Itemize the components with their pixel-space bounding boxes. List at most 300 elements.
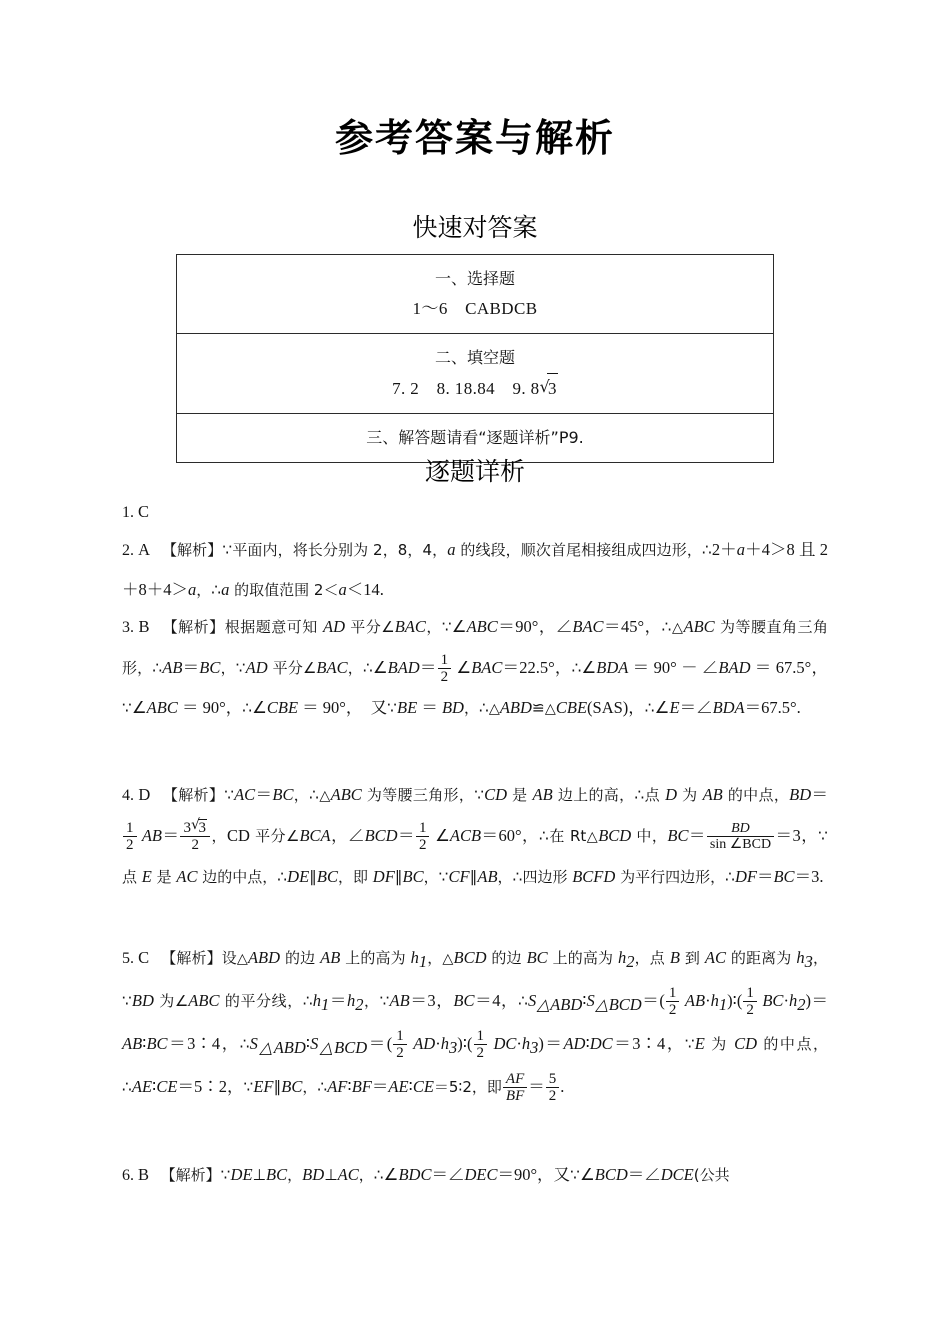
math-var: E <box>141 867 152 886</box>
math-var: E <box>669 698 680 717</box>
math-var: CBE <box>266 698 299 717</box>
solution-text: ＜14. <box>346 580 384 599</box>
solution-text: ∠ <box>372 658 388 677</box>
math-var: AB <box>122 1034 143 1054</box>
math-var: h <box>710 991 719 1011</box>
solution-text: ＝67.5°. <box>744 698 801 717</box>
math-var: AD <box>245 658 268 677</box>
solution-text: 平面内，将长分别为 2，8，4， <box>232 541 448 559</box>
solution-text: ， <box>220 659 236 677</box>
math-var: a <box>338 580 347 599</box>
fraction-one-half <box>743 985 757 1018</box>
solution-text: ， <box>293 786 310 804</box>
solution-text: ， <box>463 699 479 717</box>
math-var: D <box>665 785 678 804</box>
solution-text: ＝ <box>419 658 437 677</box>
triangle-icon: △ <box>236 951 248 967</box>
math-var: ABD <box>247 948 281 967</box>
solution-text: ＝90°，∠ <box>497 617 573 636</box>
math-var: BAD <box>718 658 751 677</box>
solution-text: 是 <box>151 868 177 886</box>
solution-text: ，即 <box>338 868 373 886</box>
math-var: a <box>447 540 456 559</box>
solution-text: ，∠ <box>330 826 365 845</box>
solution-text: 点 <box>122 868 142 886</box>
therefore-symbol: ∴ <box>211 581 222 599</box>
because-symbol: ∵ <box>122 699 132 717</box>
solution-number: 5. <box>122 950 139 967</box>
math-var: BCA <box>299 826 331 845</box>
solution-text: 平分∠ <box>344 618 395 636</box>
detailed-solutions-heading: 逐题详析 <box>424 457 525 486</box>
triangle-icon: △ <box>671 620 684 636</box>
solution-text: (SAS)， <box>587 698 645 717</box>
solution-text: 的边 <box>280 949 321 967</box>
denominator: 2 <box>438 668 452 685</box>
solution-text: ， <box>363 992 380 1011</box>
congruent-symbol: ≌ <box>531 699 545 717</box>
solution-text: ， <box>211 827 227 845</box>
solution-text: ， <box>497 868 513 886</box>
therefore-symbol: ∴ <box>309 786 319 804</box>
solution-text: · <box>435 1034 441 1054</box>
math-var: BCD <box>594 1165 628 1184</box>
solution-text: 边的中点， <box>197 868 278 886</box>
math-var: a <box>188 580 197 599</box>
solution-text: ， <box>302 1078 318 1097</box>
math-var: BC <box>773 867 795 886</box>
therefore-symbol: ∴ <box>701 541 712 559</box>
math-var: DE <box>287 867 310 886</box>
solution-text: ＝ <box>329 991 347 1011</box>
denominator: 2 <box>666 1001 680 1018</box>
math-var: BC <box>667 826 689 845</box>
solution-text: ， <box>427 949 443 967</box>
math-var: CE <box>156 1077 178 1097</box>
solution-text: ＝ <box>528 1077 545 1097</box>
triangle-icon: △ <box>586 829 599 845</box>
math-var: BD <box>789 785 812 804</box>
denominator: sin ∠BCD <box>707 836 774 852</box>
math-var: h <box>440 1034 449 1054</box>
solution-text: 到 <box>679 949 705 967</box>
math-var: a <box>736 540 746 559</box>
therefore-symbol: ∴ <box>512 868 523 886</box>
math-var: BE <box>397 698 418 717</box>
math-var: BC <box>762 991 784 1011</box>
solution-text: 2＋ <box>711 540 737 559</box>
triangle-icon: △ <box>488 701 500 717</box>
math-var: BAD <box>387 658 420 677</box>
because-symbol: ∵ <box>474 786 485 804</box>
radicand: 3 <box>547 373 558 404</box>
parallel-symbol: ∥ <box>309 868 317 886</box>
area-subscript: △ABD <box>536 995 583 1015</box>
solution-text: ， <box>358 1166 374 1184</box>
math-var: h <box>796 948 805 967</box>
math-var: ABC <box>683 617 715 636</box>
table-row <box>177 334 774 414</box>
denominator: 2 <box>743 1001 757 1018</box>
radicand: 3 <box>198 819 207 836</box>
solution-number: 6. <box>122 1167 138 1184</box>
therefore-symbol: ∴ <box>538 827 549 845</box>
solution-number: 4. <box>122 787 139 804</box>
solution-text: ＝∠ <box>627 1165 661 1184</box>
page-title: 参考答案与解析 <box>334 116 615 160</box>
therefore-symbol: ∴ <box>644 699 655 717</box>
solution-answer: A <box>138 540 151 559</box>
solution-text: ＝ <box>162 826 180 845</box>
solution-text: 为 <box>677 786 703 804</box>
solution-text: 根据题意可知 <box>224 618 323 636</box>
solution-text: ， <box>347 659 363 677</box>
parallel-symbol: ∥ <box>469 868 478 886</box>
area-symbol: S <box>310 1034 319 1054</box>
solution-text: ∠ <box>452 658 472 677</box>
fraction-three-root-three-over-two <box>180 819 210 853</box>
solution-text: ＝3∶4， <box>612 1034 685 1054</box>
solution-text: ＝4， <box>474 991 519 1011</box>
solution-text: ， <box>812 949 828 967</box>
solution-text: ＝ 90° － ∠ <box>628 658 719 677</box>
solution-text: 的取值范围 2＜ <box>229 581 339 599</box>
perpendicular-symbol: ⊥ <box>324 1166 338 1184</box>
solution-text: 的距离为 <box>725 949 797 967</box>
solution-text: 的线段，顺次首尾相接组成四边形， <box>455 541 702 559</box>
therefore-symbol: ∴ <box>242 699 253 717</box>
math-var: AD <box>413 1034 436 1054</box>
numerator: 1 <box>396 1027 404 1044</box>
solution-text: ＝ 90°， 又 <box>298 698 388 717</box>
math-var: ABC <box>330 785 362 804</box>
area-subscript: △BCD <box>318 1038 368 1058</box>
therefore-symbol: ∴ <box>302 992 313 1011</box>
solution-answer: B <box>138 617 150 636</box>
math-var: AD <box>563 1034 586 1054</box>
math-var: AB <box>477 867 498 886</box>
numerator: 5 <box>548 1070 557 1087</box>
solution-text: · <box>783 991 789 1011</box>
solution-item-2 <box>122 530 828 610</box>
area-subscript: △ABD <box>257 1038 306 1058</box>
math-var: BC <box>199 658 221 677</box>
solution-text: 上的高为 <box>547 949 619 967</box>
solution-text: ＝∠ <box>679 698 713 717</box>
math-var: AE <box>388 1077 409 1097</box>
quick-answers-heading: 快速对答案 <box>412 213 538 242</box>
solution-text: ∠ <box>579 1165 595 1184</box>
solution-text: ＝60°， <box>481 826 539 845</box>
math-var: h <box>312 991 321 1011</box>
solution-text: ，点 <box>634 949 670 967</box>
math-var: DC <box>589 1034 613 1054</box>
solution-text: 四边形 <box>522 868 573 886</box>
math-var: BC <box>266 1165 288 1184</box>
solution-text: ∠ <box>252 698 267 717</box>
math-var: a <box>221 580 230 599</box>
denominator: 2 <box>180 836 210 853</box>
solution-text: 为 <box>704 1035 735 1054</box>
solution-text: 边上的高， <box>552 786 635 804</box>
denominator: 2 <box>393 1044 407 1061</box>
area-symbol: S <box>249 1034 258 1054</box>
math-var: ABC <box>146 698 178 717</box>
math-var: AC <box>704 948 726 967</box>
fraction-one-half <box>666 985 680 1018</box>
math-var: BCFD <box>572 867 616 886</box>
area-symbol: S <box>586 991 595 1011</box>
analysis-label: 【解析】 <box>162 618 225 636</box>
triangle-icon: △ <box>544 701 556 717</box>
numerator-coefficient: 3 <box>183 819 191 836</box>
solution-answer: C <box>138 502 150 521</box>
math-var: BD <box>131 991 154 1011</box>
solution-text: ＝ 67.5°， <box>750 658 828 677</box>
math-var: BC <box>316 867 339 886</box>
solution-text: ＝ <box>397 826 415 845</box>
numerator: 1 <box>668 984 677 1001</box>
solution-text: ＝ <box>811 785 828 804</box>
quick-answer-table <box>176 254 774 463</box>
therefore-symbol: ∴ <box>277 868 288 886</box>
solution-text: ∠ <box>451 617 467 636</box>
fraction-one-half <box>393 1028 407 1061</box>
math-var: AB <box>320 948 341 967</box>
denominator: 2 <box>474 1044 488 1061</box>
math-subscript: 2 <box>797 995 806 1015</box>
numerator <box>707 821 774 836</box>
math-var: CF <box>448 867 470 886</box>
choice-section-heading: 一、选择题 <box>434 269 515 288</box>
math-var: AB <box>702 785 723 804</box>
solution-text: ∶ <box>408 1077 413 1097</box>
therefore-symbol: ∴ <box>518 992 529 1011</box>
solution-text: · <box>516 1034 522 1054</box>
math-var: CBE <box>555 698 588 717</box>
solution-answer: C <box>138 948 150 967</box>
solution-text: ∠ <box>383 1165 399 1184</box>
triangle-icon: △ <box>442 951 454 967</box>
math-var: B <box>669 948 680 967</box>
solution-text: ＝( <box>367 1034 393 1054</box>
solution-item-5 <box>122 938 828 1107</box>
solution-text: 中， <box>631 827 668 845</box>
solution-text: 的边 <box>486 949 527 967</box>
math-var: ABC <box>188 991 220 1011</box>
numerator: 1 <box>418 819 427 836</box>
fraction-one-half <box>123 820 137 853</box>
solution-number: 2. <box>122 542 139 559</box>
math-var: BCD <box>453 948 487 967</box>
solution-text: )＝ <box>538 1034 564 1054</box>
math-var: AC <box>337 1165 359 1184</box>
numerator <box>503 1071 527 1087</box>
solution-text: ＝45°， <box>603 617 662 636</box>
solution-text: · <box>705 991 711 1011</box>
solution-text: ∶ <box>585 1034 590 1054</box>
solution-text: ＝22.5°， <box>502 658 572 677</box>
math-var: AB <box>684 991 706 1011</box>
solution-text: 平分∠ <box>249 827 300 845</box>
area-subscript: △BCD <box>594 995 642 1015</box>
solution-text: 为平行四边形， <box>615 868 726 886</box>
table-row <box>177 255 774 334</box>
numerator: 1 <box>440 651 449 668</box>
solution-text: ＝ <box>182 658 200 677</box>
because-symbol: ∵ <box>441 618 452 636</box>
math-var: BDC <box>398 1165 432 1184</box>
solution-item-1 <box>122 492 828 532</box>
math-var: BDA <box>596 658 629 677</box>
solution-text: 点 <box>644 786 666 804</box>
solution-text: ＝3， <box>409 991 454 1011</box>
solution-text: ＝( <box>641 991 665 1011</box>
math-var: EF <box>253 1077 274 1097</box>
solution-text: 的平分线， <box>219 992 303 1011</box>
math-var: h <box>521 1034 531 1054</box>
solution-number: 1. <box>122 504 138 521</box>
math-var: CD <box>734 1034 758 1054</box>
math-var: BCD <box>364 826 398 845</box>
math-var: DEC <box>464 1165 498 1184</box>
math-var: DF <box>734 867 757 886</box>
math-var: DCE <box>660 1165 694 1184</box>
solution-text: ， <box>423 868 439 886</box>
solution-text: ∶ <box>582 991 587 1011</box>
math-var: BAC <box>316 658 348 677</box>
because-symbol: ∵ <box>220 1166 231 1184</box>
because-symbol: ∵ <box>243 1078 254 1097</box>
fraction-one-half <box>438 652 452 685</box>
math-subscript: 1 <box>320 995 330 1015</box>
solution-text: (公共 <box>693 1166 730 1184</box>
math-var: ABC <box>466 617 498 636</box>
solution-text: ＝5∶2，即 <box>433 1078 502 1097</box>
therefore-symbol: ∴ <box>362 659 373 677</box>
math-var: ACB <box>449 826 482 845</box>
math-var: E <box>694 1034 705 1054</box>
because-symbol: ∵ <box>122 992 132 1011</box>
math-var: AB <box>162 658 183 677</box>
therefore-symbol: ∴ <box>373 1166 384 1184</box>
math-var: AB <box>141 826 163 845</box>
therefore-symbol: ∴ <box>239 1035 250 1054</box>
solution-text: ＋4＞8 且 2＋8＋4＞ <box>122 540 829 599</box>
math-var: BC <box>272 785 294 804</box>
solution-text: 上的高为 <box>340 949 411 967</box>
denominator: 2 <box>123 836 137 853</box>
solution-text: ＝5∶2， <box>177 1077 244 1097</box>
because-symbol: ∵ <box>224 786 235 804</box>
because-symbol: ∵ <box>818 827 829 845</box>
because-symbol: ∵ <box>684 1035 695 1054</box>
denominator <box>503 1087 527 1104</box>
solution-text: . <box>560 1077 565 1097</box>
solution-text: ∠ <box>430 826 450 845</box>
math-subscript: 3 <box>804 952 813 972</box>
math-var: CE <box>412 1077 434 1097</box>
math-var: BC <box>526 948 548 967</box>
math-var: h <box>410 948 419 967</box>
solution-text: ， <box>287 1166 303 1184</box>
math-var: h <box>788 991 798 1011</box>
math-var: BD <box>302 1165 325 1184</box>
math-var: AC <box>234 785 256 804</box>
math-var: BAC <box>471 658 503 677</box>
solution-text: 为等腰三角形， <box>361 786 475 804</box>
math-var: CD <box>484 785 508 804</box>
math-var: BC <box>402 867 424 886</box>
analysis-label: 【解析】 <box>161 949 222 967</box>
sqrt-icon <box>191 819 207 836</box>
fraction-af-over-bf <box>503 1071 527 1104</box>
therefore-symbol: ∴ <box>571 659 582 677</box>
math-var: BC <box>146 1034 168 1054</box>
fill-section-heading: 二、填空题 <box>434 348 515 367</box>
solution-text: ∶ <box>152 1077 157 1097</box>
therefore-symbol: ∴ <box>661 618 672 636</box>
solution-text: ∶ <box>347 1077 352 1097</box>
therefore-symbol: ∴ <box>725 868 735 886</box>
math-var: ABD <box>499 698 532 717</box>
math-var: DF <box>372 867 395 886</box>
fill-answers-prefix: 7. 2 8. 18.84 9. 8 <box>392 379 540 398</box>
solution-text: ， <box>425 618 442 636</box>
area-symbol: S <box>528 991 537 1011</box>
solution-text: )∶( <box>727 991 743 1011</box>
parallel-symbol: ∥ <box>394 868 403 886</box>
therefore-symbol: ∴ <box>478 699 489 717</box>
numerator <box>180 819 210 836</box>
solution-text: 为∠ <box>153 992 189 1011</box>
solution-text: ∠ <box>654 698 670 717</box>
denominator: 2 <box>546 1087 560 1104</box>
analysis-label: 【解析】 <box>160 1166 221 1184</box>
numerator-expr: BD <box>731 821 750 837</box>
solution-text: 为等腰直角三角形， <box>122 618 828 677</box>
solution-number: 3. <box>122 619 139 636</box>
because-symbol: ∵ <box>222 541 233 559</box>
because-symbol: ∵ <box>379 992 390 1011</box>
triangle-icon: △ <box>319 788 331 804</box>
math-var: BAC <box>572 617 604 636</box>
solution-text: ＝ <box>688 826 706 845</box>
fraction-five-halves <box>546 1071 560 1104</box>
denominator: 2 <box>416 836 430 853</box>
solution-text: 设 <box>221 949 237 967</box>
math-var: AF <box>327 1077 348 1097</box>
math-var: DE <box>230 1165 253 1184</box>
solution-item-6 <box>122 1155 828 1195</box>
solution-answer: D <box>138 785 151 804</box>
therefore-symbol: ∴ <box>122 1078 132 1097</box>
math-var: AC <box>176 867 198 886</box>
math-var: AB <box>389 991 410 1011</box>
solution-text: ＝∠ <box>431 1165 465 1184</box>
because-symbol: ∵ <box>387 699 398 717</box>
math-subscript: 1 <box>418 952 428 972</box>
math-subscript: 3 <box>530 1038 539 1058</box>
therefore-symbol: ∴ <box>634 786 645 804</box>
fraction-bd-over-sin-bcd <box>707 821 774 852</box>
math-var: BDA <box>712 698 745 717</box>
solution-text: ， <box>196 581 212 599</box>
math-var: BF <box>351 1077 372 1097</box>
analysis-label: 【解析】 <box>161 541 223 559</box>
solution-text: ＝3. <box>794 867 824 886</box>
math-var: AB <box>532 785 553 804</box>
